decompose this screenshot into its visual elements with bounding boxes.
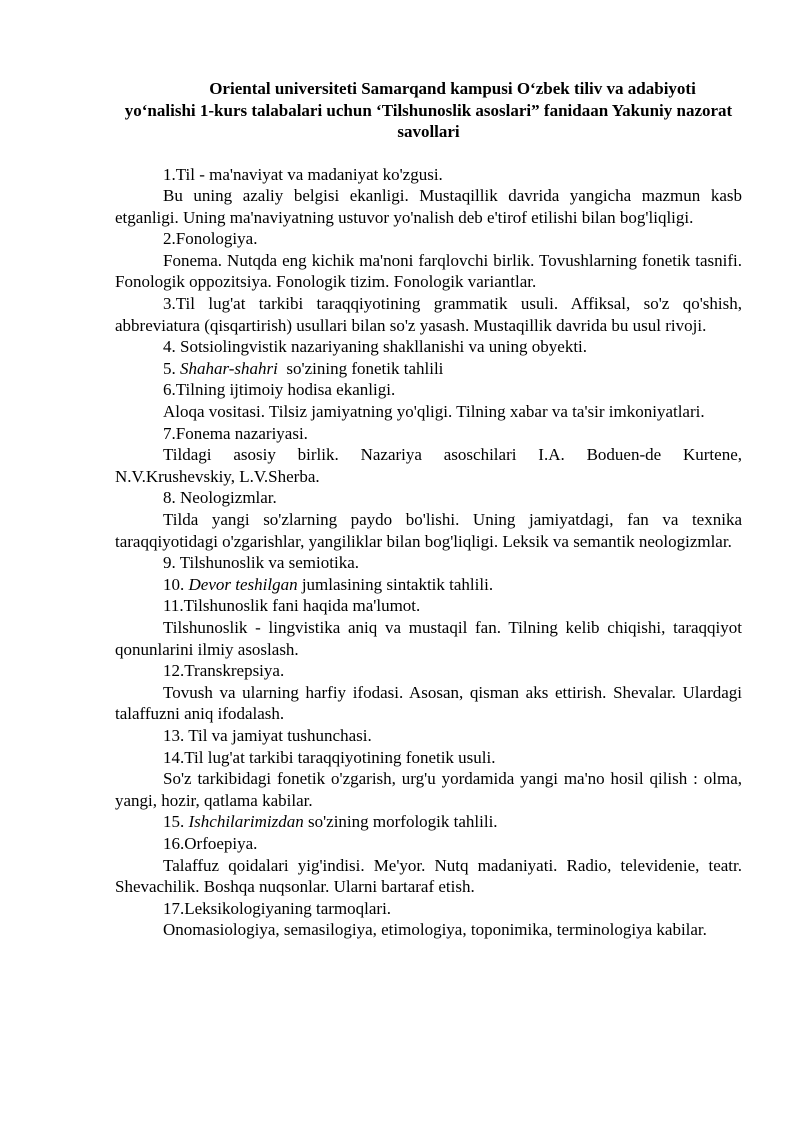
question-10-term: Devor teshilgan bbox=[188, 574, 298, 594]
question-5-term: Shahar-shahri bbox=[180, 358, 278, 378]
question-15-term: Ishchilarimizdan bbox=[188, 812, 304, 832]
question-17-detail: Onomasiologiya, semasilogiya, etimologiya, toponimika, terminologiya kabilar. bbox=[163, 920, 707, 940]
question-9: 9. Tilshunoslik va semiotika. bbox=[163, 553, 359, 573]
question-1-detail: Bu uning azaliy belgisi ekanligi. Mustaqillik davrida yangicha mazmun kasb etganligi. Uning ma'naviyatning ustuvor yo'nalish deb e'tirof etilishi bilan bog'liqligi. bbox=[115, 186, 742, 227]
question-8-detail: Tilda yangi so'zlarning paydo bo'lishi. Uning jamiyatdagi, fan va texnika taraqqiyotidagi o'zgarishlar, yangiliklar bilan bog'liqligi. Leksik va semantik neologizmlar. bbox=[115, 510, 742, 551]
question-12-detail: Tovush va ularning harfiy ifodasi. Asosan, qisman aks ettirish. Shevalar. Ulardagi talaffuzni aniq ifodalash. bbox=[115, 682, 742, 724]
document-page bbox=[115, 78, 742, 941]
title-line-1: Oriental universiteti Samarqand kampusi O‘zbek tiliv va adabiyoti bbox=[209, 79, 696, 98]
question-6: 6.Tilning ijtimoiy hodisa ekanligi. bbox=[163, 380, 396, 400]
question-1: 1.Til - ma'naviyat va madaniyat ko'zgusi. bbox=[163, 164, 443, 184]
question-16-detail: Talaffuz qoidalari yig'indisi. Me'yor. Nutq madaniyati. Radio, televidenie, teatr. Shevachilik. Boshqa nuqsonlar. Ularni bartaraf etish. bbox=[115, 855, 742, 897]
question-3: 3.Til lug'at tarkibi taraqqiyotining grammatik usuli. Affiksal, so'z qo'shish, abbreviatura (qisqartirish) usullari bilan so'z yasash. Mustaqillik davrida bu usul rivoji. bbox=[115, 294, 742, 335]
question-15-text: so'zining morfologik tahlili. bbox=[303, 812, 498, 832]
question-7: 7.Fonema nazariyasi. bbox=[163, 423, 308, 443]
question-12: 12.Transkrepsiya. bbox=[163, 661, 285, 681]
question-13: 13. Til va jamiyat tushunchasi. bbox=[163, 725, 372, 745]
question-11-detail: Tilshunoslik - lingvistika aniq va mustaqil fan. Tilning kelib chiqishi, taraqqiyot qonunlarini ilmiy asoslash. bbox=[115, 617, 742, 659]
question-15 bbox=[115, 811, 742, 833]
question-6-detail: Aloqa vositasi. Tilsiz jamiyatning yo'qligi. Tilning xabar va ta'sir imkoniyatlari. bbox=[163, 402, 705, 422]
question-10-text: jumlasining sintaktik tahlili. bbox=[297, 574, 494, 594]
question-2: 2.Fonologiya. bbox=[163, 229, 258, 249]
question-10-number: 10. bbox=[163, 574, 189, 594]
question-17: 17.Leksikologiyaning tarmoqlari. bbox=[163, 898, 392, 918]
question-10 bbox=[115, 574, 742, 596]
question-15-number: 15. bbox=[163, 812, 189, 832]
question-5 bbox=[115, 358, 742, 380]
question-7-detail: Tildagi asosiy birlik. Nazariya asoschilari I.A. Boduen-de Kurtene, N.V.Krushevskiy, L.V.Sherba. bbox=[115, 445, 742, 486]
question-4: 4. Sotsiolingvistik nazariyaning shakllanishi va uning obyekti. bbox=[163, 337, 588, 357]
document-title bbox=[115, 78, 742, 143]
question-16: 16.Orfoepiya. bbox=[163, 833, 258, 853]
question-2-detail: Fonema. Nutqda eng kichik ma'noni farqlovchi birlik. Tovushlarning fonetik tasnifi. Fonologik oppozitsiya. Fonologik tizim. Fonologik variantlar. bbox=[115, 250, 742, 292]
question-14: 14.Til lug'at tarkibi taraqqiyotining fonetik usuli. bbox=[163, 747, 496, 767]
title-line-2: yo‘nalishi 1-kurs talabalari uchun ‘Tilshunoslik asoslari” fanidaan Yakuniy nazorat savollari bbox=[124, 100, 733, 141]
question-8: 8. Neologizmlar. bbox=[163, 488, 277, 508]
question-5-number: 5. bbox=[163, 358, 180, 378]
question-14-detail: So'z tarkibidagi fonetik o'zgarish, urg'u yordamida yangi ma'no hosil qilish : olma, yangi, hozir, qatlama kabilar. bbox=[115, 769, 742, 810]
question-5-text: so'zining fonetik tahlili bbox=[277, 358, 444, 378]
question-11: 11.Tilshunoslik fani haqida ma'lumot. bbox=[163, 596, 421, 616]
